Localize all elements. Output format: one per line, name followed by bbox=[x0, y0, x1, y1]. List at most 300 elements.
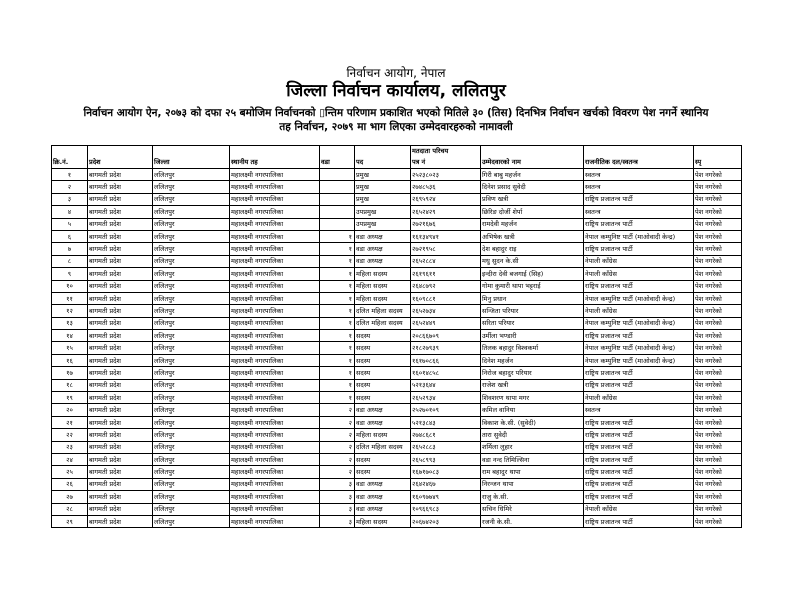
cell-sn: २९ bbox=[52, 515, 88, 527]
cell-local-level: महालक्ष्मी नगरपालिका bbox=[230, 342, 320, 354]
cell-local-level: महालक्ष्मी नगरपालिका bbox=[230, 478, 320, 490]
cell-province: बागमती प्रदेश bbox=[88, 268, 153, 280]
cell-candidate-name: देश बहादुर राइ bbox=[481, 243, 584, 255]
cell-id: २६५८९९३ bbox=[411, 453, 481, 465]
cell-district: ललितपुर bbox=[153, 268, 230, 280]
cell-district: ललितपुर bbox=[153, 169, 230, 181]
table-row bbox=[52, 268, 742, 280]
cell-status: पेश नगरेको bbox=[694, 466, 742, 478]
cell-ward: १ bbox=[320, 354, 355, 366]
cell-sn: १ bbox=[52, 169, 88, 181]
cell-local-level: महालक्ष्मी नगरपालिका bbox=[230, 181, 320, 193]
cell-province: बागमती प्रदेश bbox=[88, 193, 153, 205]
cell-ward: ३ bbox=[320, 491, 355, 503]
cell-party: नेपाल कम्युनिष्ट पार्टी (माओवादी केन्द्र) bbox=[584, 342, 694, 354]
cell-local-level: महालक्ष्मी नगरपालिका bbox=[230, 230, 320, 242]
cell-local-level: महालक्ष्मी नगरपालिका bbox=[230, 503, 320, 515]
cell-candidate-name: राम बहादुर थापा bbox=[481, 466, 584, 478]
cell-party: नेपाली काँग्रेस bbox=[584, 392, 694, 404]
cell-id: २०६७४२०३ bbox=[411, 515, 481, 527]
cell-local-level: महालक्ष्मी नगरपालिका bbox=[230, 491, 320, 503]
table-row bbox=[52, 193, 742, 205]
header-spacer bbox=[355, 146, 411, 157]
table-row bbox=[52, 429, 742, 441]
cell-sn: २० bbox=[52, 404, 88, 416]
cell-post: सदस्य bbox=[355, 453, 411, 465]
cell-post: दलित महिला सदस्य bbox=[355, 317, 411, 329]
header-spacer bbox=[88, 146, 153, 157]
cell-candidate-name: रजनी के.सी. bbox=[481, 515, 584, 527]
cell-local-level: महालक्ष्मी नगरपालिका bbox=[230, 243, 320, 255]
cell-district: ललितपुर bbox=[153, 206, 230, 218]
cell-ward: १ bbox=[320, 292, 355, 304]
cell-party: राष्ट्रिय प्रजातन्त्र पार्टी bbox=[584, 429, 694, 441]
cell-candidate-name: राजेश खत्री bbox=[481, 379, 584, 391]
cell-candidate-name: सन्जिता परियार bbox=[481, 305, 584, 317]
cell-post: वडा अध्यक्ष bbox=[355, 478, 411, 490]
cell-status: पेश नगरेको bbox=[694, 169, 742, 181]
table-row bbox=[52, 255, 742, 267]
cell-post: महिला सदस्य bbox=[355, 515, 411, 527]
cell-province: बागमती प्रदेश bbox=[88, 466, 153, 478]
cell-status: पेश नगरेको bbox=[694, 230, 742, 242]
cell-candidate-name: मधु सुदन के.सी bbox=[481, 255, 584, 267]
cell-ward bbox=[320, 218, 355, 230]
cell-province: बागमती प्रदेश bbox=[88, 317, 153, 329]
header-spacer bbox=[694, 146, 742, 157]
header-spacer bbox=[584, 146, 694, 157]
subtitle-line-2: तह निर्वाचन, २०७९ मा भाग लिएका उम्मेदवारहरुको नामावली bbox=[279, 121, 513, 133]
cell-candidate-name: तिलक बहादुर विश्वकर्मा bbox=[481, 342, 584, 354]
table-row bbox=[52, 392, 742, 404]
cell-district: ललितपुर bbox=[153, 429, 230, 441]
cell-sn: २२ bbox=[52, 429, 88, 441]
cell-district: ललितपुर bbox=[153, 466, 230, 478]
column-header-party: राजनीतिक दल/स्वतन्त्र bbox=[584, 156, 694, 169]
table-row bbox=[52, 367, 742, 379]
cell-post: दलित महिला सदस्य bbox=[355, 441, 411, 453]
table-row bbox=[52, 230, 742, 242]
cell-status: पेश नगरेको bbox=[694, 379, 742, 391]
cell-province: बागमती प्रदेश bbox=[88, 392, 153, 404]
cell-local-level: महालक्ष्मी नगरपालिका bbox=[230, 193, 320, 205]
cell-district: ललितपुर bbox=[153, 491, 230, 503]
cell-post: प्रमुख bbox=[355, 181, 411, 193]
cell-province: बागमती प्रदेश bbox=[88, 416, 153, 428]
cell-id: १६७१७०८३ bbox=[411, 466, 481, 478]
table-row bbox=[52, 243, 742, 255]
table-row bbox=[52, 478, 742, 490]
cell-sn: १८ bbox=[52, 379, 88, 391]
column-header-ward: वडा bbox=[320, 156, 355, 169]
table-row bbox=[52, 181, 742, 193]
cell-party: राष्ट्रिय प्रजातन्त्र पार्टी bbox=[584, 330, 694, 342]
table-row bbox=[52, 305, 742, 317]
cell-sn: १७ bbox=[52, 367, 88, 379]
column-header-province: प्रदेश bbox=[88, 156, 153, 169]
cell-ward bbox=[320, 169, 355, 181]
cell-province: बागमती प्रदेश bbox=[88, 441, 153, 453]
cell-post: सदस्य bbox=[355, 354, 411, 366]
cell-status: पेश नगरेको bbox=[694, 280, 742, 292]
cell-local-level: महालक्ष्मी नगरपालिका bbox=[230, 268, 320, 280]
cell-local-level: महालक्ष्मी नगरपालिका bbox=[230, 466, 320, 478]
cell-id: २६१९६११ bbox=[411, 268, 481, 280]
cell-post: महिला सदस्य bbox=[355, 292, 411, 304]
cell-district: ललितपुर bbox=[153, 230, 230, 242]
column-header-local-level: स्थानीय तह bbox=[230, 156, 320, 169]
cell-party: स्वतन्त्र bbox=[584, 404, 694, 416]
cell-district: ललितपुर bbox=[153, 342, 230, 354]
cell-ward: १ bbox=[320, 379, 355, 391]
cell-candidate-name: सचिन धिमिरे bbox=[481, 503, 584, 515]
cell-district: ललितपुर bbox=[153, 181, 230, 193]
cell-candidate-name: शिवशरण थापा मगर bbox=[481, 392, 584, 404]
cell-party: नेपाल कम्युनिष्ट पार्टी (माओवादी केन्द्र) bbox=[584, 354, 694, 366]
cell-post: वडा अध्यक्ष bbox=[355, 491, 411, 503]
table-row bbox=[52, 503, 742, 515]
cell-party: नेपाली काँग्रेस bbox=[584, 503, 694, 515]
cell-party: राष्ट्रिय प्रजातन्त्र पार्टी bbox=[584, 243, 694, 255]
cell-ward: १ bbox=[320, 243, 355, 255]
table-row bbox=[52, 466, 742, 478]
cell-sn: ३ bbox=[52, 193, 88, 205]
header-spacer bbox=[481, 146, 584, 157]
cell-id: २६५२४२९ bbox=[411, 206, 481, 218]
cell-post: सदस्य bbox=[355, 379, 411, 391]
subtitle-line-1: निर्वाचन आयोग ऐन, २०७३ को दफा २५ बमोजिम निर्वाचनको ▯न्तिम परिणाम प्रकाशित भएको मितिले ३० (तिस) दिनभित्र निर्वाचन खर्चको विवरण पेश नगर्ने स्थानिय bbox=[83, 107, 709, 119]
cell-candidate-name: रामदेवी महर्जन bbox=[481, 218, 584, 230]
cell-id: ५२१३६४४ bbox=[411, 379, 481, 391]
cell-province: बागमती प्रदेश bbox=[88, 503, 153, 515]
header-spacer bbox=[320, 146, 355, 157]
cell-post: वडा अध्यक्ष bbox=[355, 404, 411, 416]
candidate-table bbox=[51, 145, 742, 528]
cell-sn: १० bbox=[52, 280, 88, 292]
header-row bbox=[52, 156, 742, 169]
cell-ward: २ bbox=[320, 429, 355, 441]
cell-ward bbox=[320, 181, 355, 193]
cell-id: २६५२८८३ bbox=[411, 441, 481, 453]
cell-province: बागमती प्रदेश bbox=[88, 330, 153, 342]
cell-status: पेश नगरेको bbox=[694, 354, 742, 366]
office-title: जिल्ला निर्वाचन कार्यालय, ललितपुर bbox=[286, 81, 506, 101]
cell-id: २०८६६७०९ bbox=[411, 330, 481, 342]
cell-party: स्वतन्त्र bbox=[584, 169, 694, 181]
cell-ward: १ bbox=[320, 367, 355, 379]
cell-status: पेश नगरेको bbox=[694, 330, 742, 342]
cell-id: २५२३८०२३ bbox=[411, 169, 481, 181]
cell-local-level: महालक्ष्मी नगरपालिका bbox=[230, 255, 320, 267]
cell-local-level: महालक्ष्मी नगरपालिका bbox=[230, 305, 320, 317]
cell-local-level: महालक्ष्मी नगरपालिका bbox=[230, 218, 320, 230]
cell-post: महिला सदस्य bbox=[355, 268, 411, 280]
voter-id-group-header: मतदाता परिचय bbox=[411, 146, 481, 157]
cell-sn: ११ bbox=[52, 292, 88, 304]
cell-sn: ५ bbox=[52, 218, 88, 230]
cell-province: बागमती प्रदेश bbox=[88, 305, 153, 317]
cell-sn: २५ bbox=[52, 466, 88, 478]
cell-local-level: महालक्ष्मी नगरपालिका bbox=[230, 317, 320, 329]
cell-ward bbox=[320, 193, 355, 205]
cell-sn: ७ bbox=[52, 243, 88, 255]
cell-sn: १६ bbox=[52, 354, 88, 366]
cell-status: पेश नगरेको bbox=[694, 305, 742, 317]
table-body bbox=[52, 169, 742, 528]
cell-ward bbox=[320, 206, 355, 218]
cell-candidate-name: दिनेश महर्जन bbox=[481, 354, 584, 366]
cell-status: पेश नगरेको bbox=[694, 416, 742, 428]
cell-local-level: महालक्ष्मी नगरपालिका bbox=[230, 379, 320, 391]
cell-status: पेश नगरेको bbox=[694, 367, 742, 379]
cell-id: १६०९८८१ bbox=[411, 292, 481, 304]
cell-status: पेश नगरेको bbox=[694, 181, 742, 193]
cell-district: ललितपुर bbox=[153, 330, 230, 342]
cell-ward: २ bbox=[320, 404, 355, 416]
cell-ward: २ bbox=[320, 416, 355, 428]
cell-id: २५२७०१०९ bbox=[411, 404, 481, 416]
cell-province: बागमती प्रदेश bbox=[88, 453, 153, 465]
cell-post: वडा अध्यक्ष bbox=[355, 255, 411, 267]
cell-province: बागमती प्रदेश bbox=[88, 478, 153, 490]
column-header-candidate-name: उम्मेदवारको नाम bbox=[481, 156, 584, 169]
cell-id: २६५२४४९ bbox=[411, 317, 481, 329]
cell-status: पेश नगरेको bbox=[694, 429, 742, 441]
cell-candidate-name: प्रविण खत्री bbox=[481, 193, 584, 205]
cell-candidate-name: गिरी बाबु महर्जन bbox=[481, 169, 584, 181]
cell-district: ललितपुर bbox=[153, 305, 230, 317]
cell-candidate-name: छिरिङ दोर्जी शेर्पा bbox=[481, 206, 584, 218]
organization-name: निर्वाचन आयोग, नेपाल bbox=[346, 66, 446, 80]
table-row bbox=[52, 169, 742, 181]
cell-post: महिला सदस्य bbox=[355, 280, 411, 292]
cell-sn: २८ bbox=[52, 503, 88, 515]
cell-province: बागमती प्रदेश bbox=[88, 429, 153, 441]
cell-sn: ९ bbox=[52, 268, 88, 280]
cell-district: ललितपुर bbox=[153, 503, 230, 515]
cell-local-level: महालक्ष्मी नगरपालिका bbox=[230, 367, 320, 379]
table-row bbox=[52, 280, 742, 292]
cell-local-level: महालक्ष्मी नगरपालिका bbox=[230, 330, 320, 342]
cell-province: बागमती प्रदेश bbox=[88, 379, 153, 391]
cell-candidate-name: दिनेश प्रसाद सुवेदी bbox=[481, 181, 584, 193]
cell-ward: १ bbox=[320, 255, 355, 267]
cell-post: वडा अध्यक्ष bbox=[355, 230, 411, 242]
cell-province: बागमती प्रदेश bbox=[88, 342, 153, 354]
cell-candidate-name: शर्मिला लुहार bbox=[481, 441, 584, 453]
cell-party: राष्ट्रिय प्रजातन्त्र पार्टी bbox=[584, 441, 694, 453]
cell-sn: २७ bbox=[52, 491, 88, 503]
cell-post: वडा अध्यक्ष bbox=[355, 503, 411, 515]
header-spacer bbox=[230, 146, 320, 157]
cell-district: ललितपुर bbox=[153, 515, 230, 527]
cell-district: ललितपुर bbox=[153, 292, 230, 304]
cell-party: राष्ट्रिय प्रजातन्त्र पार्टी bbox=[584, 416, 694, 428]
cell-ward: २ bbox=[320, 453, 355, 465]
cell-sn: ४ bbox=[52, 206, 88, 218]
cell-candidate-name: विकाश के.सी. (सुवेदी) bbox=[481, 416, 584, 428]
header-spacer bbox=[52, 146, 88, 157]
cell-post: सदस्य bbox=[355, 392, 411, 404]
cell-post: सदस्य bbox=[355, 367, 411, 379]
cell-sn: १५ bbox=[52, 342, 88, 354]
cell-local-level: महालक्ष्मी नगरपालिका bbox=[230, 292, 320, 304]
cell-sn: २३ bbox=[52, 441, 88, 453]
cell-post: दलित महिला सदस्य bbox=[355, 305, 411, 317]
cell-party: राष्ट्रिय प्रजातन्त्र पार्टी bbox=[584, 367, 694, 379]
cell-party: स्वतन्त्र bbox=[584, 206, 694, 218]
cell-local-level: महालक्ष्मी नगरपालिका bbox=[230, 441, 320, 453]
cell-party: नेपाल कम्युनिष्ट पार्टी (माओवादी केन्द्र) bbox=[584, 317, 694, 329]
cell-id: १६१३४९४१ bbox=[411, 230, 481, 242]
cell-ward: २ bbox=[320, 441, 355, 453]
cell-ward: ३ bbox=[320, 478, 355, 490]
table-row bbox=[52, 416, 742, 428]
cell-id: २६९५९२४ bbox=[411, 193, 481, 205]
cell-province: बागमती प्रदेश bbox=[88, 280, 153, 292]
cell-district: ललितपुर bbox=[153, 193, 230, 205]
table-row bbox=[52, 515, 742, 527]
cell-province: बागमती प्रदेश bbox=[88, 354, 153, 366]
cell-id: २६४२४६७ bbox=[411, 478, 481, 490]
cell-post: सदस्य bbox=[355, 466, 411, 478]
cell-district: ललितपुर bbox=[153, 392, 230, 404]
cell-sn: ६ bbox=[52, 230, 88, 242]
cell-party: राष्ट्रिय प्रजातन्त्र पार्टी bbox=[584, 218, 694, 230]
cell-ward: १ bbox=[320, 268, 355, 280]
cell-sn: १९ bbox=[52, 392, 88, 404]
cell-post: वडा अध्यक्ष bbox=[355, 416, 411, 428]
cell-local-level: महालक्ष्मी नगरपालिका bbox=[230, 392, 320, 404]
table-row bbox=[52, 491, 742, 503]
cell-status: पेश नगरेको bbox=[694, 317, 742, 329]
cell-ward: १ bbox=[320, 392, 355, 404]
cell-district: ललितपुर bbox=[153, 478, 230, 490]
table-row bbox=[52, 206, 742, 218]
cell-ward: २ bbox=[320, 466, 355, 478]
cell-local-level: महालक्ष्मी नगरपालिका bbox=[230, 429, 320, 441]
table-row bbox=[52, 379, 742, 391]
cell-candidate-name: वडा नन्द तिमिल्सिना bbox=[481, 453, 584, 465]
cell-province: बागमती प्रदेश bbox=[88, 367, 153, 379]
cell-sn: १२ bbox=[52, 305, 88, 317]
cell-district: ललितपुर bbox=[153, 379, 230, 391]
cell-party: राष्ट्रिय प्रजातन्त्र पार्टी bbox=[584, 280, 694, 292]
table-row bbox=[52, 330, 742, 342]
cell-status: पेश नगरेको bbox=[694, 441, 742, 453]
table-row bbox=[52, 354, 742, 366]
cell-id: २७२१६७६ bbox=[411, 218, 481, 230]
cell-post: महिला सदस्य bbox=[355, 429, 411, 441]
cell-party: राष्ट्रिय प्रजातन्त्र पार्टी bbox=[584, 453, 694, 465]
cell-candidate-name: उर्मीला भण्डारी bbox=[481, 330, 584, 342]
cell-candidate-name: कमिल वानिया bbox=[481, 404, 584, 416]
column-header-district: जिल्ला bbox=[153, 156, 230, 169]
cell-id: २६५२९३४ bbox=[411, 392, 481, 404]
cell-district: ललितपुर bbox=[153, 453, 230, 465]
cell-id: २७२१९५८ bbox=[411, 243, 481, 255]
cell-post: सदस्य bbox=[355, 330, 411, 342]
cell-sn: २६ bbox=[52, 478, 88, 490]
table-row bbox=[52, 404, 742, 416]
column-header-sn: क्रि.नं. bbox=[52, 156, 88, 169]
cell-district: ललितपुर bbox=[153, 243, 230, 255]
cell-ward: ३ bbox=[320, 503, 355, 515]
cell-province: बागमती प्रदेश bbox=[88, 218, 153, 230]
column-header-post: पद bbox=[355, 156, 411, 169]
cell-ward: १ bbox=[320, 330, 355, 342]
cell-district: ललितपुर bbox=[153, 441, 230, 453]
cell-ward: १ bbox=[320, 342, 355, 354]
cell-party: नेपाली काँग्रेस bbox=[584, 255, 694, 267]
cell-district: ललितपुर bbox=[153, 317, 230, 329]
cell-district: ललितपुर bbox=[153, 354, 230, 366]
table-row bbox=[52, 453, 742, 465]
cell-candidate-name: निरोज बहादुर परियार bbox=[481, 367, 584, 379]
header-spacer bbox=[153, 146, 230, 157]
cell-status: पेश नगरेको bbox=[694, 268, 742, 280]
cell-party: नेपाल कम्युनिष्ट पार्टी (माओवादी केन्द्र) bbox=[584, 230, 694, 242]
cell-id: २६४८७९२ bbox=[411, 280, 481, 292]
table-row bbox=[52, 441, 742, 453]
cell-sn: २१ bbox=[52, 416, 88, 428]
cell-district: ललितपुर bbox=[153, 416, 230, 428]
table-row bbox=[52, 218, 742, 230]
cell-ward: १ bbox=[320, 317, 355, 329]
cell-post: उपप्रमुख bbox=[355, 218, 411, 230]
cell-sn: ८ bbox=[52, 255, 88, 267]
cell-sn: १३ bbox=[52, 317, 88, 329]
cell-province: बागमती प्रदेश bbox=[88, 515, 153, 527]
cell-id: १६१७०८६६ bbox=[411, 354, 481, 366]
cell-candidate-name: मिनु प्रधान bbox=[481, 292, 584, 304]
cell-ward: १ bbox=[320, 230, 355, 242]
cell-local-level: महालक्ष्मी नगरपालिका bbox=[230, 206, 320, 218]
cell-sn: २ bbox=[52, 181, 88, 193]
cell-district: ललितपुर bbox=[153, 367, 230, 379]
cell-province: बागमती प्रदेश bbox=[88, 292, 153, 304]
cell-sn: २४ bbox=[52, 453, 88, 465]
cell-candidate-name: निरन्जन थापा bbox=[481, 478, 584, 490]
cell-province: बागमती प्रदेश bbox=[88, 255, 153, 267]
cell-candidate-name: अभिषेक खत्री bbox=[481, 230, 584, 242]
cell-district: ललितपुर bbox=[153, 280, 230, 292]
cell-party: राष्ट्रिय प्रजातन्त्र पार्टी bbox=[584, 193, 694, 205]
cell-id: १६०१४८५८ bbox=[411, 367, 481, 379]
cell-status: पेश नगरेको bbox=[694, 503, 742, 515]
cell-party: राष्ट्रिय प्रजातन्त्र पार्टी bbox=[584, 515, 694, 527]
cell-status: पेश नगरेको bbox=[694, 243, 742, 255]
column-header-id: पत्र नं bbox=[411, 156, 481, 169]
cell-party: नेपाली काँग्रेस bbox=[584, 305, 694, 317]
cell-local-level: महालक्ष्मी नगरपालिका bbox=[230, 416, 320, 428]
cell-province: बागमती प्रदेश bbox=[88, 243, 153, 255]
cell-status: पेश नगरेको bbox=[694, 193, 742, 205]
table-row bbox=[52, 317, 742, 329]
cell-post: उपप्रमुख bbox=[355, 206, 411, 218]
cell-candidate-name: सरिता परियार bbox=[481, 317, 584, 329]
cell-ward: १ bbox=[320, 305, 355, 317]
cell-id: ५२१३८४३ bbox=[411, 416, 481, 428]
cell-local-level: महालक्ष्मी नगरपालिका bbox=[230, 354, 320, 366]
cell-local-level: महालक्ष्मी नगरपालिका bbox=[230, 453, 320, 465]
cell-party: राष्ट्रिय प्रजातन्त्र पार्टी bbox=[584, 478, 694, 490]
cell-province: बागमती प्रदेश bbox=[88, 491, 153, 503]
cell-status: पेश नगरेको bbox=[694, 342, 742, 354]
cell-ward: ३ bbox=[320, 515, 355, 527]
cell-local-level: महालक्ष्मी नगरपालिका bbox=[230, 169, 320, 181]
column-header-status: स्पृ bbox=[694, 156, 742, 169]
